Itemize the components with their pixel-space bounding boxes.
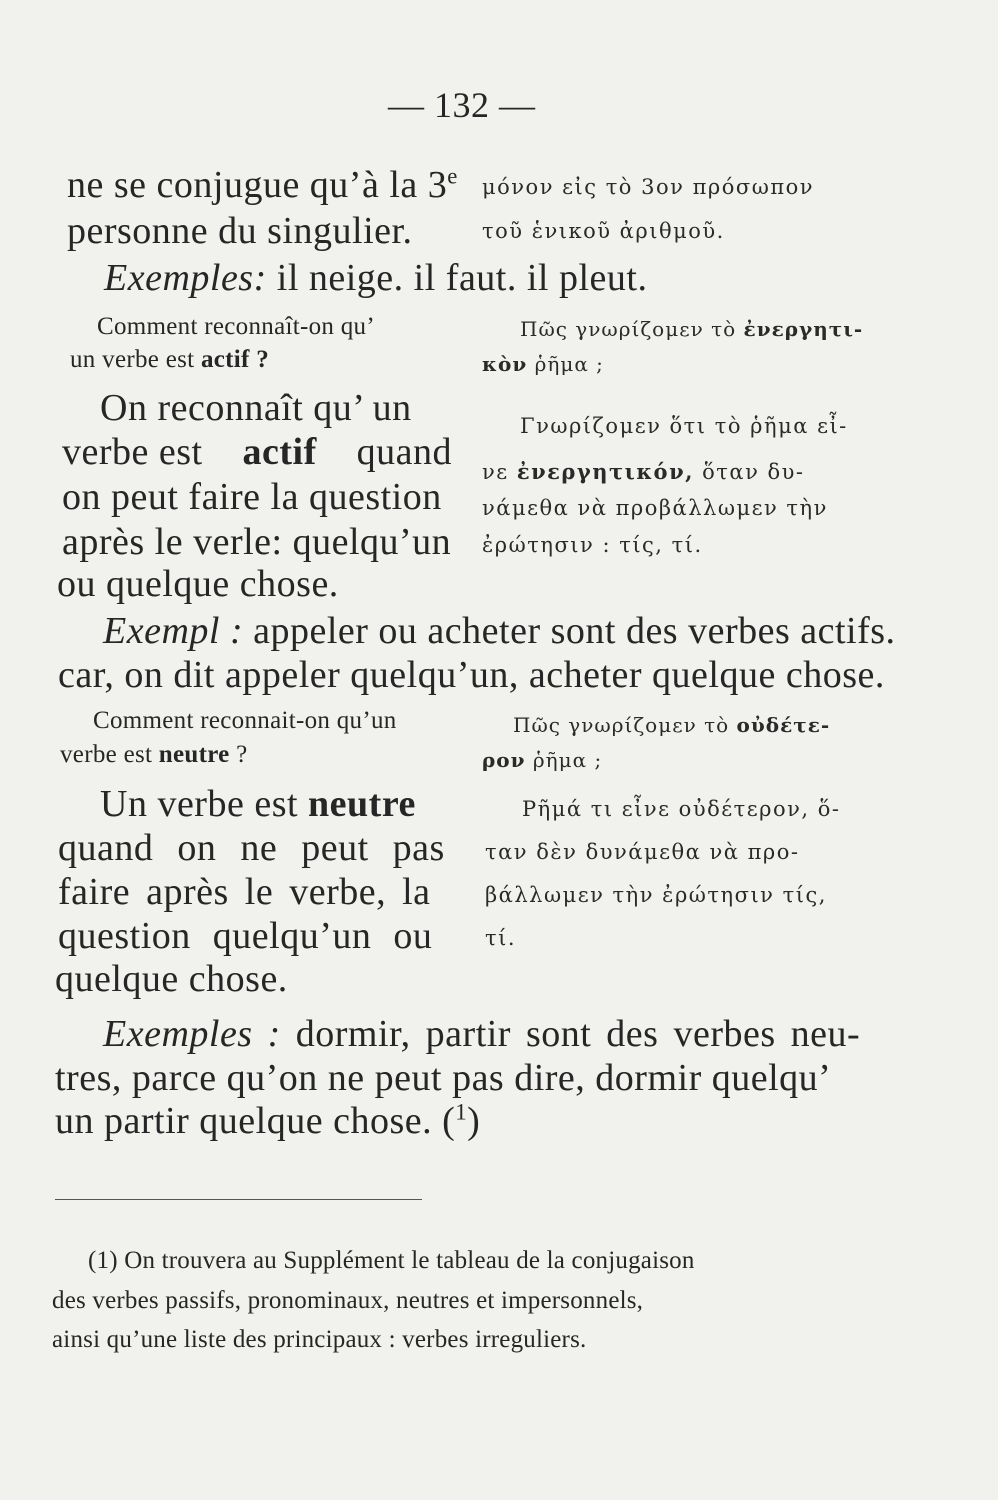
active-answer-gr-4: ἐρώτησιν : τίς, τί. — [482, 533, 703, 557]
active-answer-gr-2-end: ὅταν δυ- — [693, 460, 805, 484]
neuter-answer-fr-2: quand on ne peut pas — [58, 827, 445, 869]
active-answer-fr-2 — [62, 430, 452, 474]
active-question-fr-1: Comment reconnaît-on qu’ — [97, 313, 375, 340]
active-answer-gr-2 — [482, 459, 805, 484]
footnote-line-1: (1) On trouvera au Supplément le tableau de la conjugaison — [88, 1247, 695, 1274]
fr-intro-line-2: personne du singulier. — [67, 210, 413, 252]
gr-intro-line-1: μόνον εἰς τὸ 3ον πρόσωπον — [482, 175, 815, 199]
footnote-line-2: des verbes passifs, pronominaux, neutres et impersonnels, — [52, 1287, 644, 1314]
neuter-examples-3 — [55, 1099, 480, 1143]
active-question-gr-2 — [482, 352, 604, 376]
neuter-examples-1 — [103, 1012, 860, 1056]
neuter-answer-gr-2: ταν δὲν δυνάμεθα νὰ προ- — [485, 840, 800, 864]
neuter-answer-gr-3: βάλλωμεν τὴν ἐρώτησιν τίς, — [485, 883, 827, 907]
neuter-examples-3-text: un partir quelque chose. ( — [55, 1100, 456, 1142]
active-answer-fr-2-text: verbe est — [62, 431, 203, 473]
active-question-gr-1-text: Πῶς γνωρίζομεν τὸ — [520, 317, 744, 341]
active-answer-fr-1: On reconnaît qu’ un — [100, 387, 412, 429]
active-example-1 — [103, 609, 896, 653]
active-answer-gr-keyword: ἐνεργητικόν, — [516, 459, 694, 484]
active-question-gr-keyword-2: κὸν — [482, 352, 528, 376]
neuter-question-fr-2 — [60, 741, 248, 769]
neuter-question-fr-2-text: verbe est — [60, 741, 159, 768]
active-answer-fr-4: après le verle: quelqu’un — [62, 521, 452, 563]
neuter-question-gr-1 — [513, 713, 830, 737]
active-answer-fr-2-end: quand — [356, 431, 452, 473]
active-answer-gr-1: Γνωρίζομεν ὅτι τὸ ῥῆμα εἶ- — [520, 414, 848, 438]
neuter-question-mark: ? — [229, 741, 248, 768]
active-example-label: Exempl : — [103, 610, 244, 652]
neuter-answer-keyword: neutre — [308, 783, 416, 825]
examples-line-1 — [104, 256, 647, 300]
examples-label: Exemples: — [104, 257, 267, 299]
neuter-question-gr-keyword: οὐδέτε- — [736, 713, 831, 737]
neuter-examples-text: dormir, partir sont des verbes neu- — [280, 1013, 861, 1055]
active-question-gr-keyword: ἐνεργητι- — [743, 317, 864, 341]
neuter-answer-fr-1-text: Un verbe est — [100, 783, 309, 825]
neuter-examples-label: Exemples : — [103, 1013, 281, 1055]
fr-intro-line-1 — [67, 163, 457, 207]
neuter-answer-gr-4: τί. — [485, 926, 517, 950]
active-keyword: actif ? — [200, 346, 269, 373]
neuter-question-gr-1-text: Πῶς γνωρίζομεν τὸ — [513, 713, 737, 737]
examples-text: il neige. il faut. il pleut. — [266, 257, 648, 299]
superscript-e: e — [447, 163, 458, 189]
active-answer-gr-2-text: νε — [482, 460, 517, 484]
footnote-divider — [55, 1199, 422, 1200]
neuter-answer-fr-3: faire après le verbe, la — [58, 871, 431, 913]
neuter-question-fr-1: Comment reconnait-on qu’un — [93, 707, 397, 734]
neuter-keyword: neutre — [158, 741, 230, 768]
active-question-fr-2 — [70, 346, 269, 374]
active-answer-fr-3: on peut faire la question — [62, 476, 442, 518]
page-number: — 132 — — [388, 85, 536, 125]
active-question-fr-2-text: un verbe est — [70, 346, 201, 373]
footnote-marker: 1 — [455, 1099, 468, 1125]
neuter-question-gr-2 — [482, 748, 602, 772]
neuter-answer-fr-4: question quelqu’un ou — [58, 915, 433, 957]
neuter-answer-fr-1 — [100, 782, 416, 826]
active-example-text: appeler ou acheter sont des verbes actifs. — [243, 610, 896, 652]
active-question-gr-2-text: ῥῆμα ; — [527, 352, 604, 376]
gr-intro-line-2: τοῦ ἑνικοῦ ἀριθμοῦ. — [482, 219, 725, 243]
active-answer-keyword: actif — [242, 431, 317, 473]
active-answer-fr-5: ou quelque chose. — [57, 563, 339, 605]
fr-intro-line-1-text: ne se conjugue qu’à la 3 — [67, 164, 448, 206]
active-example-2: car, on dit appeler quelqu’un, acheter quelque chose. — [58, 654, 885, 696]
neuter-examples-2: tres, parce qu’on ne peut pas dire, dormir quelqu’ — [55, 1057, 832, 1099]
neuter-question-gr-keyword-2: ρον — [482, 748, 526, 772]
footnote-marker-close: ) — [467, 1100, 481, 1142]
active-question-gr-1 — [520, 317, 863, 341]
neuter-question-gr-2-text: ῥῆμα ; — [525, 748, 603, 772]
neuter-answer-fr-5: quelque chose. — [55, 958, 288, 1000]
active-answer-gr-3: νάμεθα νὰ προβάλλωμεν τὴν — [482, 496, 828, 520]
footnote-line-3: ainsi qu’une liste des principaux : verbes irreguliers. — [52, 1326, 587, 1353]
neuter-answer-gr-1: Ρῆμά τι εἶνε οὐδέτερον, ὅ- — [522, 797, 841, 821]
